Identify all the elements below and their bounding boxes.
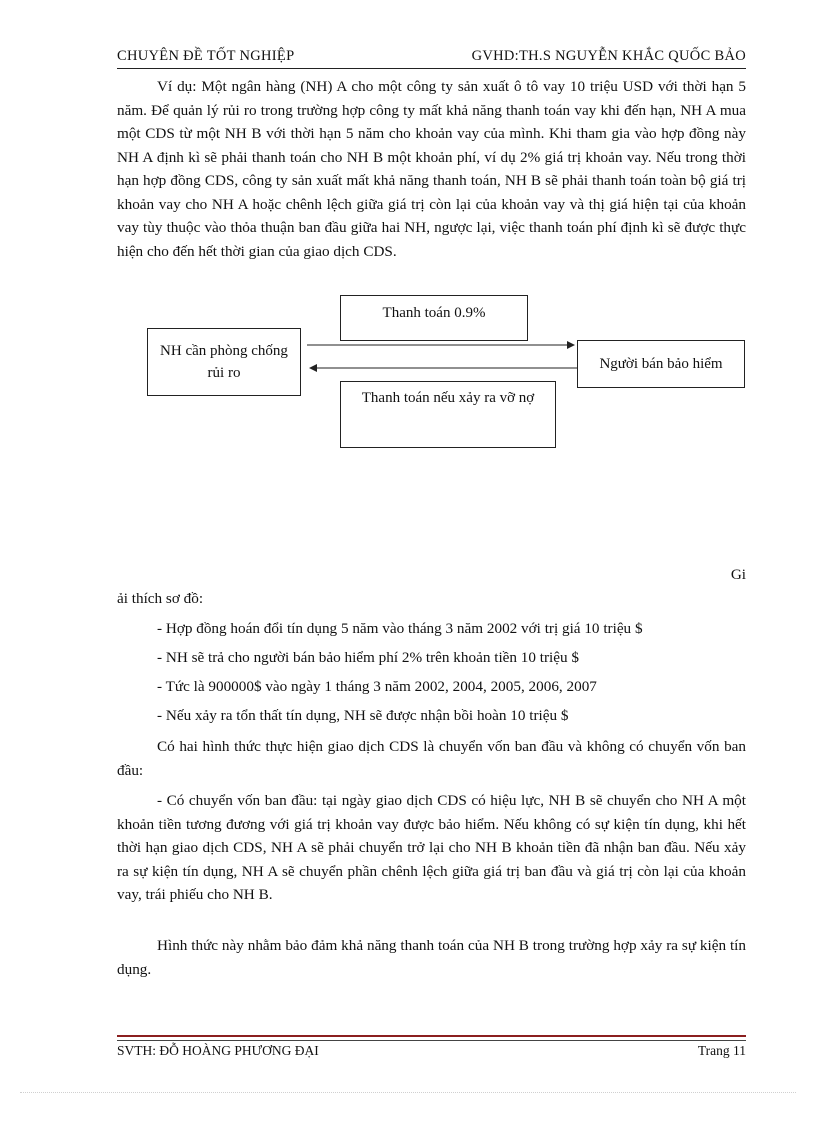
page-number: Trang 11 xyxy=(697,1043,746,1058)
explanation-heading-start: Gi xyxy=(730,566,746,583)
explanation-heading-rest: ải thích sơ đồ: xyxy=(117,590,204,607)
insurance-seller-label: Người bán bảo hiểm xyxy=(599,356,723,372)
footer-divider xyxy=(117,1040,746,1041)
forms-paragraph: Có hai hình thức thực hiện giao dịch CDS là chuyển vốn ban đầu và không có chuyển vốn ban đầu: xyxy=(117,738,746,779)
payment-fee-label: Thanh toán 0.9% xyxy=(382,305,486,321)
intro-paragraph: Ví dụ: Một ngân hàng (NH) A cho một công ty sản xuất ô tô vay 10 triệu USD với thời hạn 5 năm. Để quản lý rủi ro trong trường hợp công ty mất khả năng thanh toán vay khi đến hạn, NH A mua một CDS từ một NH B với thời hạn 5 năm cho khoản vay của mình. Khi tham gia vào hợp đồng này NH A định kì sẽ phải thanh toán cho NH B một khoản phí, ví dụ 2% giá trị khoản vay. Nếu trong thời hạn hợp đồng CDS, công ty sản xuất mất khả năng thanh toán, NH B sẽ phải thanh toán toàn bộ giá trị khoản vay cho NH A hoặc chênh lệch giữa giá trị còn lại của khoản vay và thị giá hiện tại của khoản vay tùy thuộc vào thỏa thuận ban đầu giữa hai NH, ngược lại, việc thanh toán phí định kì sẽ được thực hiện cho đến hết thời gian của giao dịch CDS. xyxy=(117,78,746,260)
bullet-item: - Nếu xảy ra tổn thất tín dụng, NH sẽ được nhận bồi hoàn 10 triệu $ xyxy=(157,707,569,724)
header-advisor: GVHD:TH.S NGUYỄN KHẮC QUỐC BẢO xyxy=(471,48,746,64)
bullet-item: - Hợp đồng hoán đổi tín dụng 5 năm vào tháng 3 năm 2002 với trị giá 10 triệu $ xyxy=(157,620,643,637)
page-edge xyxy=(20,1092,796,1093)
bank-label: NH cần phòng chống rủi ro xyxy=(160,343,288,381)
diagram-arrows xyxy=(0,0,816,460)
header-title: CHUYÊN ĐỀ TỐT NGHIỆP xyxy=(117,48,295,64)
payment-default-label: Thanh toán nếu xảy ra vỡ nợ xyxy=(361,390,535,406)
transfer-paragraph: - Có chuyển vốn ban đầu: tại ngày giao dịch CDS có hiệu lực, NH B sẽ chuyển cho NH A một khoản tiền tương đương với giá trị khoản vay được bảo hiểm. Nếu không có sự kiện tín dụng, khi hết thời hạn giao dịch CDS, NH A sẽ phải chuyển trở lại cho NH B khoản tiền đã nhận ban đầu. Nếu xảy ra sự kiện tín dụng, NH A sẽ chuyển phần chênh lệch giữa giá trị ban đầu và giá trị còn lại của khoản vay, trái phiếu cho NH B. xyxy=(117,792,746,903)
bullet-item: - NH sẽ trả cho người bán bảo hiểm phí 2% trên khoản tiền 10 triệu $ xyxy=(157,649,580,666)
footer-divider-red xyxy=(117,1035,746,1037)
bullet-item: - Tức là 900000$ vào ngày 1 tháng 3 năm 2002, 2004, 2005, 2006, 2007 xyxy=(157,678,597,695)
purpose-paragraph: Hình thức này nhằm bảo đảm khả năng thanh toán của NH B trong trường hợp xảy ra sự kiện tín dụng. xyxy=(117,937,746,978)
footer-author: SVTH: ĐỖ HOÀNG PHƯƠNG ĐẠI xyxy=(117,1043,319,1058)
